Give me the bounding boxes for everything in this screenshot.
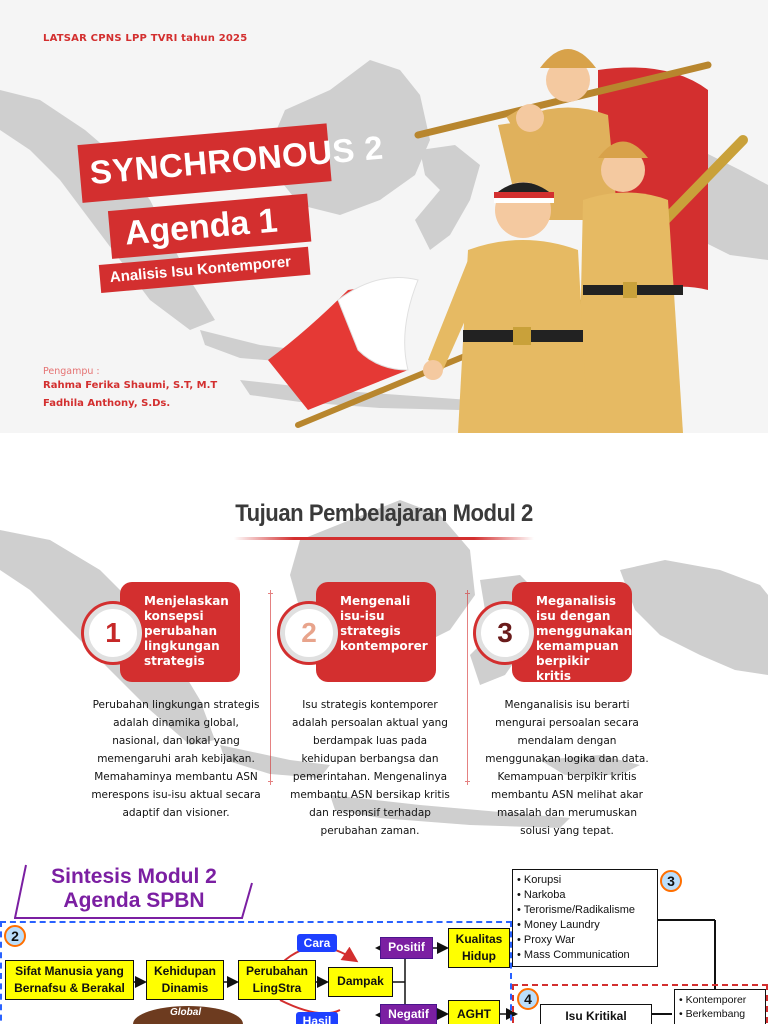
title-banner-agenda: Agenda 1 — [108, 194, 311, 259]
node-kualitas-hidup: Kualitas Hidup — [448, 928, 510, 968]
node-aght: AGHT — [448, 1000, 500, 1024]
label-cara: Cara — [297, 934, 337, 952]
issue-item: • Korupsi — [517, 873, 653, 888]
objective-number: 1 — [84, 604, 142, 662]
issue-item: • Narkoba — [517, 888, 653, 903]
node-negatif: Negatif — [380, 1004, 437, 1024]
objective-description: Menganalisis isu berarti mengurai persoalan secara mendalam dengan menggunakan logika dan data. Kemampuan berpikir kritis membantu ASN melihat akar masalah dan merumuskan solusi yang tepat. — [485, 699, 649, 837]
objective-number: 3 — [476, 604, 534, 662]
title-banner-subtitle: Analisis Isu Kontemporer — [99, 247, 311, 293]
title-underline — [234, 537, 534, 540]
node-perubahan-lingstra: Perubahan LingStra — [238, 960, 316, 1000]
step-badge-3: 3 — [660, 870, 682, 892]
instructor-name: Rahma Ferika Shaumi, S.T, M.T — [43, 380, 218, 391]
node-isu-kritikal: Isu Kritikal — [540, 1004, 652, 1024]
synthesis-title-line2: Agenda SPBN — [63, 889, 205, 912]
step-badge-2: 2 — [4, 925, 26, 947]
instructor-name: Fadhila Anthony, S.Ds. — [43, 398, 171, 409]
issue-item: • Money Laundry — [517, 918, 653, 933]
objective-card-3 — [476, 582, 676, 692]
isu-traits-list — [674, 989, 766, 1024]
objective-card-2 — [280, 582, 480, 692]
slide-title: Tujuan Pembelajaran Modul 2 — [235, 500, 533, 527]
issues-list — [512, 869, 658, 967]
objective-number: 2 — [280, 604, 338, 662]
objective-description: Perubahan lingkungan strategis adalah dinamika global, nasional, dan lokal yang memengaruhi arah kebijakan. Memahaminya membantu ASN merespons isu-isu aktual secara adaptif dan visioner. — [91, 699, 261, 819]
instructors — [43, 366, 217, 409]
learning-objectives-slide — [0, 460, 768, 860]
objective-label: Meganalisis isu dengan menggunakan kemampuan berpikir kritis — [512, 582, 632, 682]
freedom-fighters-illustration — [268, 30, 768, 433]
synthesis-title-line1: Sintesis Modul 2 — [51, 865, 217, 888]
label-global: Global — [170, 1007, 202, 1018]
node-sifat-manusia: Sifat Manusia yang Bernafsu & Berakal — [5, 960, 134, 1000]
objective-card-1 — [84, 582, 284, 692]
objective-label: Mengenali isu-isu strategis kontemporer — [316, 582, 436, 682]
issue-item: • Proxy War — [517, 933, 653, 948]
trait-item: • Kontemporer — [679, 993, 761, 1007]
issue-item: • Terorisme/Radikalisme — [517, 903, 653, 918]
objective-description: Isu strategis kontemporer adalah persoalan aktual yang berdampak luas pada kehidupan berbangsa dan pemerintahan. Mengenalinya membantu ASN bersikap kritis dan responsif terhadap perubahan zaman. — [290, 699, 450, 837]
title-banner-synchronous: SYNCHRONOUS 2 — [77, 123, 331, 203]
divider — [270, 590, 271, 785]
label-hasil: Hasil — [296, 1012, 338, 1024]
instructors-label: Pengampu : — [43, 366, 100, 377]
synthesis-diagram-slide — [0, 860, 768, 1024]
issue-item: • Mass Communication — [517, 948, 653, 963]
node-dampak: Dampak — [328, 967, 393, 997]
event-label: LATSAR CPNS LPP TVRI tahun 2025 — [43, 33, 248, 44]
step-badge-4: 4 — [517, 988, 539, 1010]
trait-item: • Berkembang — [679, 1007, 761, 1021]
node-positif: Positif — [380, 937, 433, 959]
objective-label: Menjelaskan konsepsi perubahan lingkungan strategis — [120, 582, 240, 682]
divider — [467, 590, 468, 785]
cover-slide — [0, 0, 768, 433]
node-kehidupan-dinamis: Kehidupan Dinamis — [146, 960, 224, 1000]
